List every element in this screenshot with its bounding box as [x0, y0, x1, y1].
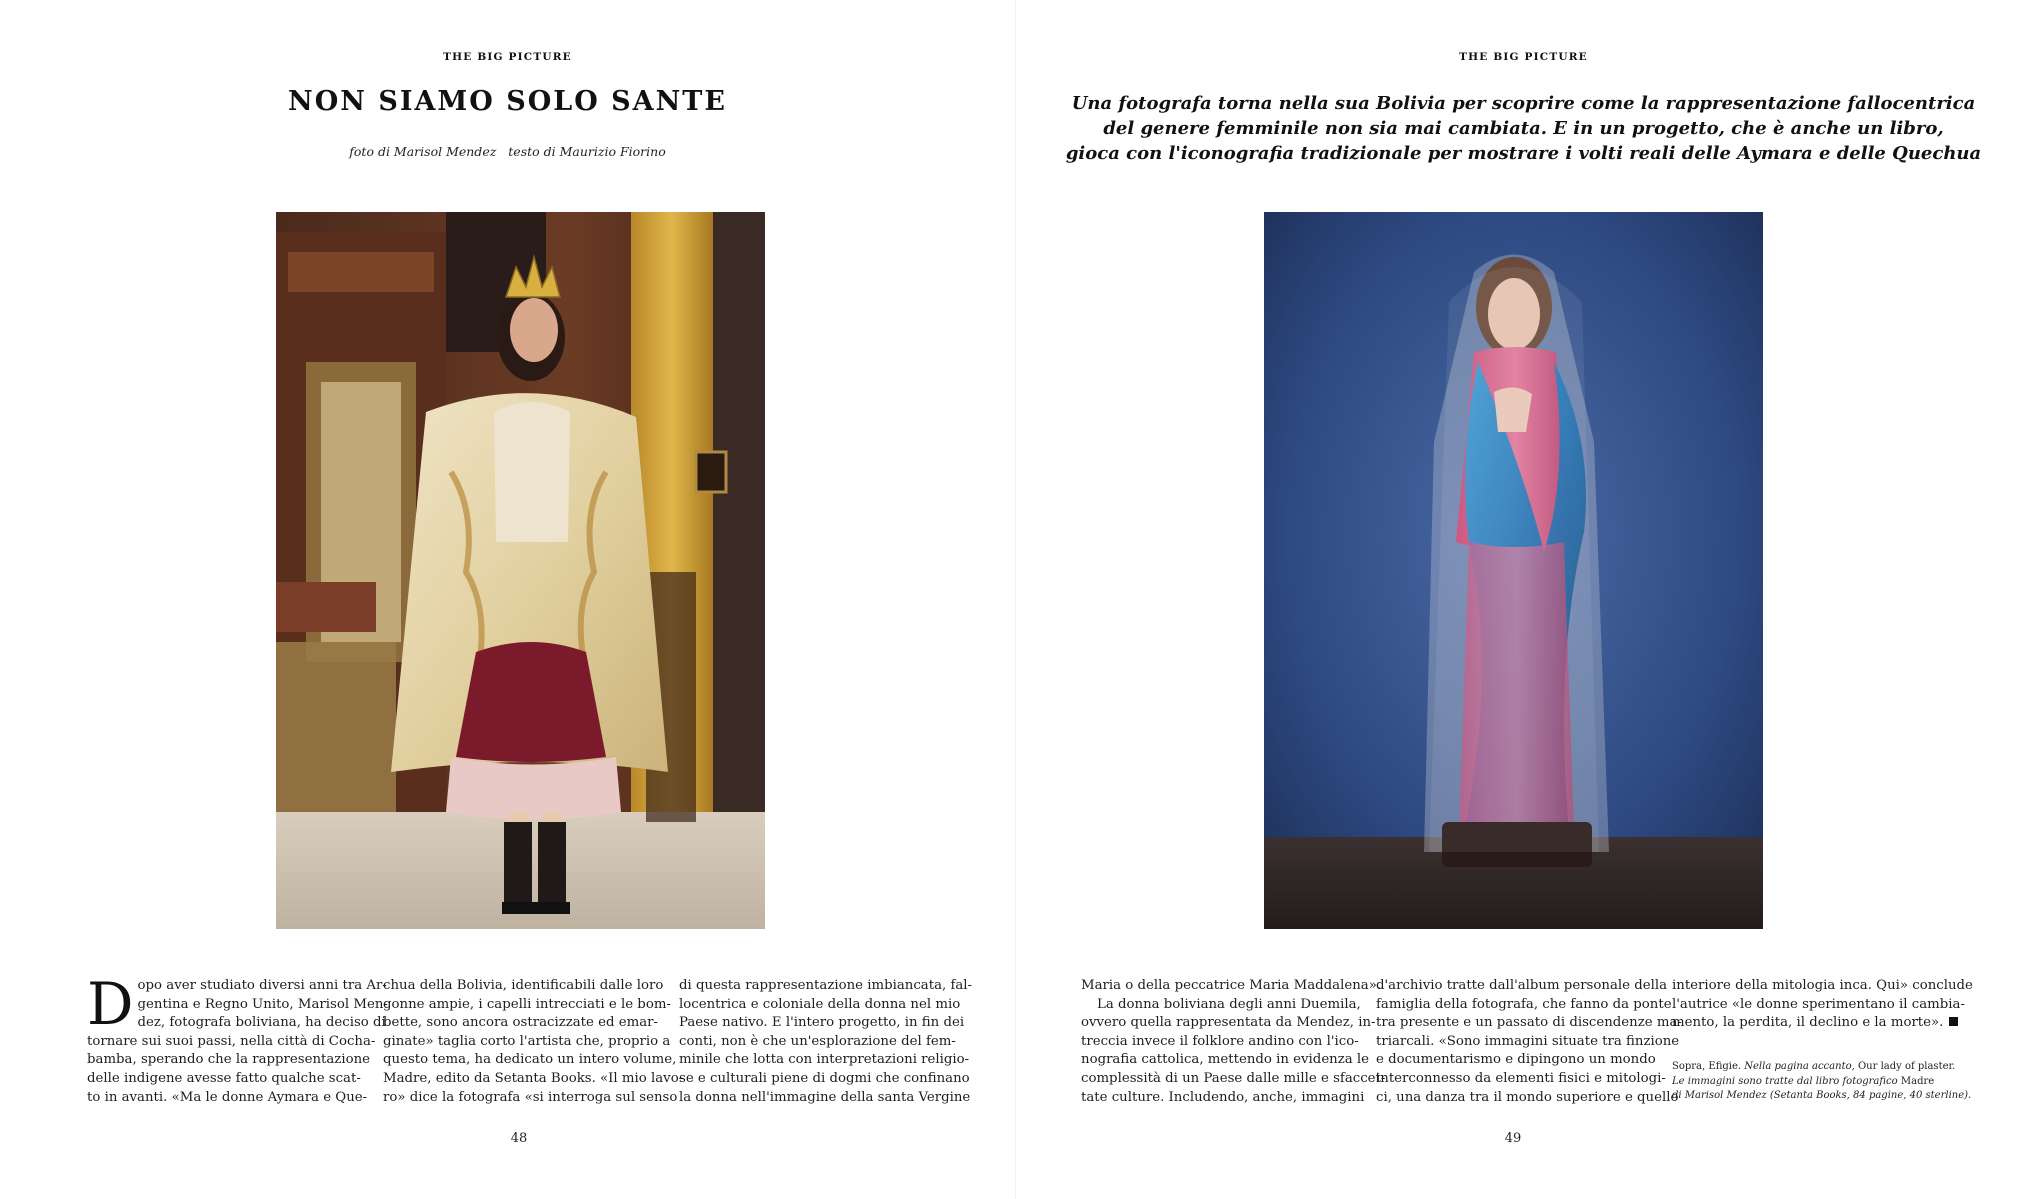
text-line: interconnesso da elementi fisici e mitologi-	[1376, 1070, 1666, 1086]
caption-text: Efigie.	[1708, 1061, 1742, 1072]
text-line-end: mento, la perdita, il declino e la morte».	[1672, 1015, 1944, 1031]
photo-woman-crowned	[276, 212, 765, 929]
caption-text: Madre	[1900, 1075, 1935, 1087]
standfirst-line: Una fotografa torna nella sua Bolivia per scoprire come la rappresentazione fallocentrica	[1071, 93, 1976, 114]
text-line: Madre, edito da Setanta Books. «Il mio lavo-	[383, 1070, 684, 1086]
text-line: conti, non è che un'esplorazione del fem-	[679, 1033, 956, 1049]
article-credits	[0, 144, 1015, 159]
section-kicker: THE BIG PICTURE	[443, 51, 572, 63]
text-line: e documentarismo e dipingono un mondo	[1376, 1052, 1656, 1068]
drop-cap: D	[87, 970, 134, 1038]
text-line: interiore della mitologia inca. Qui» conclude	[1672, 978, 1973, 993]
page-number: 49	[1504, 1131, 1522, 1146]
text-line: La donna boliviana degli anni Duemila,	[1097, 996, 1361, 1012]
text-line: tra presente e un passato di discendenze ma-	[1376, 1015, 1682, 1031]
body-column-3	[679, 977, 973, 1107]
text-line: questo tema, ha dedicato un intero volume,	[383, 1052, 677, 1068]
body-column-6	[1672, 977, 1973, 1033]
text-line: minile che lotta con interpretazioni religio-	[679, 1052, 970, 1068]
text-line: ginate» taglia corto l'artista che, proprio a	[383, 1033, 671, 1049]
text-line: locentrica e coloniale della donna nel mio	[679, 996, 961, 1012]
text-line: to in avanti. «Ma le donne Aymara e Que-	[87, 1089, 368, 1105]
text-line: complessità di un Paese dalle mille e sfaccet-	[1081, 1070, 1386, 1086]
text-line: gonne ampie, i capelli intrecciati e le bom-	[383, 996, 671, 1012]
caption-text: Our lady of plaster.	[1857, 1061, 1956, 1072]
section-kicker: THE BIG PICTURE	[1459, 51, 1588, 63]
photo-caption	[1672, 1060, 1972, 1104]
body-column-1	[87, 970, 388, 1107]
text-line: Paese nativo. E l'intero progetto, in fin dei	[679, 1015, 965, 1031]
text-line: tornare sui suoi passi, nella città di Cocha-	[87, 1033, 376, 1049]
caption-line	[1672, 1089, 1972, 1104]
page-number: 48	[510, 1131, 528, 1146]
caption-line	[1672, 1060, 1962, 1075]
body-column-5	[1376, 977, 1682, 1107]
text-line: chua della Bolivia, identificabili dalle loro	[383, 978, 664, 993]
text-line: opo aver studiato diversi anni tra Ar-	[137, 978, 387, 993]
text-line: dez, fotografa boliviana, ha deciso di	[137, 1015, 386, 1031]
standfirst-line: gioca con l'iconografia tradizionale per mostrare i volti reali delle Aymara e delle Quechua	[1065, 143, 1982, 164]
text-line: tate culture. Includendo, anche, immagini	[1081, 1089, 1365, 1105]
standfirst-line: del genere femminile non sia mai cambiata. E in un progetto, che è anche un libro,	[1103, 118, 1944, 139]
text-line: di questa rappresentazione imbiancata, fal-	[679, 978, 973, 993]
body-column-4	[1081, 977, 1386, 1107]
caption-text: di Marisol Mendez (Setanta Books, 84 pagine, 40 sterline).	[1672, 1090, 1972, 1101]
article-title: NON SIAMO SOLO SANTE	[288, 86, 727, 117]
text-line: treccia invece il folklore andino con l'ico-	[1081, 1033, 1359, 1049]
text-line: bette, sono ancora ostracizzate ed emar-	[383, 1015, 658, 1031]
text-line: se e culturali piene di dogmi che confinano	[679, 1070, 970, 1086]
text-line: delle indigene avesse fatto qualche scat-	[87, 1070, 361, 1086]
caption-text: Sopra,	[1672, 1061, 1706, 1072]
text-line: la donna nell'immagine della santa Vergine	[679, 1089, 971, 1105]
text-line: d'archivio tratte dall'album personale della	[1376, 978, 1668, 993]
caption-text: Le immagini sono tratte dal libro fotografico	[1672, 1075, 1898, 1087]
photo-credit: foto di Marisol Mendez	[349, 144, 497, 159]
text-line: gentina e Regno Unito, Marisol Men-	[137, 996, 388, 1012]
standfirst	[1016, 91, 2031, 166]
photo-virgin-statue	[1264, 212, 1763, 929]
end-mark-icon	[1949, 1017, 1958, 1026]
text-line: triarcali. «Sono immagini situate tra finzione	[1376, 1033, 1680, 1049]
text-credit: testo di Maurizio Fiorino	[508, 144, 666, 159]
left-page	[0, 0, 1015, 1199]
text-line: famiglia della fotografa, che fanno da ponte	[1376, 996, 1672, 1012]
text-line: l'autrice «le donne sperimentano il cambia-	[1672, 996, 1965, 1012]
caption-text: Nella pagina accanto,	[1744, 1061, 1855, 1072]
text-line: nografia cattolica, mettendo in evidenza le	[1081, 1052, 1370, 1068]
text-line: Maria o della peccatrice Maria Maddalena».	[1081, 978, 1382, 993]
text-line	[1672, 1014, 1949, 1033]
text-line: ro» dice la fotografa «si interroga sul senso	[383, 1089, 678, 1105]
caption-line	[1672, 1075, 1962, 1090]
text-line: bamba, sperando che la rappresentazione	[87, 1052, 371, 1068]
text-line: ci, una danza tra il mondo superiore e quello	[1376, 1089, 1679, 1105]
text-line: ovvero quella rappresentata da Mendez, in-	[1081, 1015, 1376, 1031]
body-column-2	[383, 977, 684, 1107]
